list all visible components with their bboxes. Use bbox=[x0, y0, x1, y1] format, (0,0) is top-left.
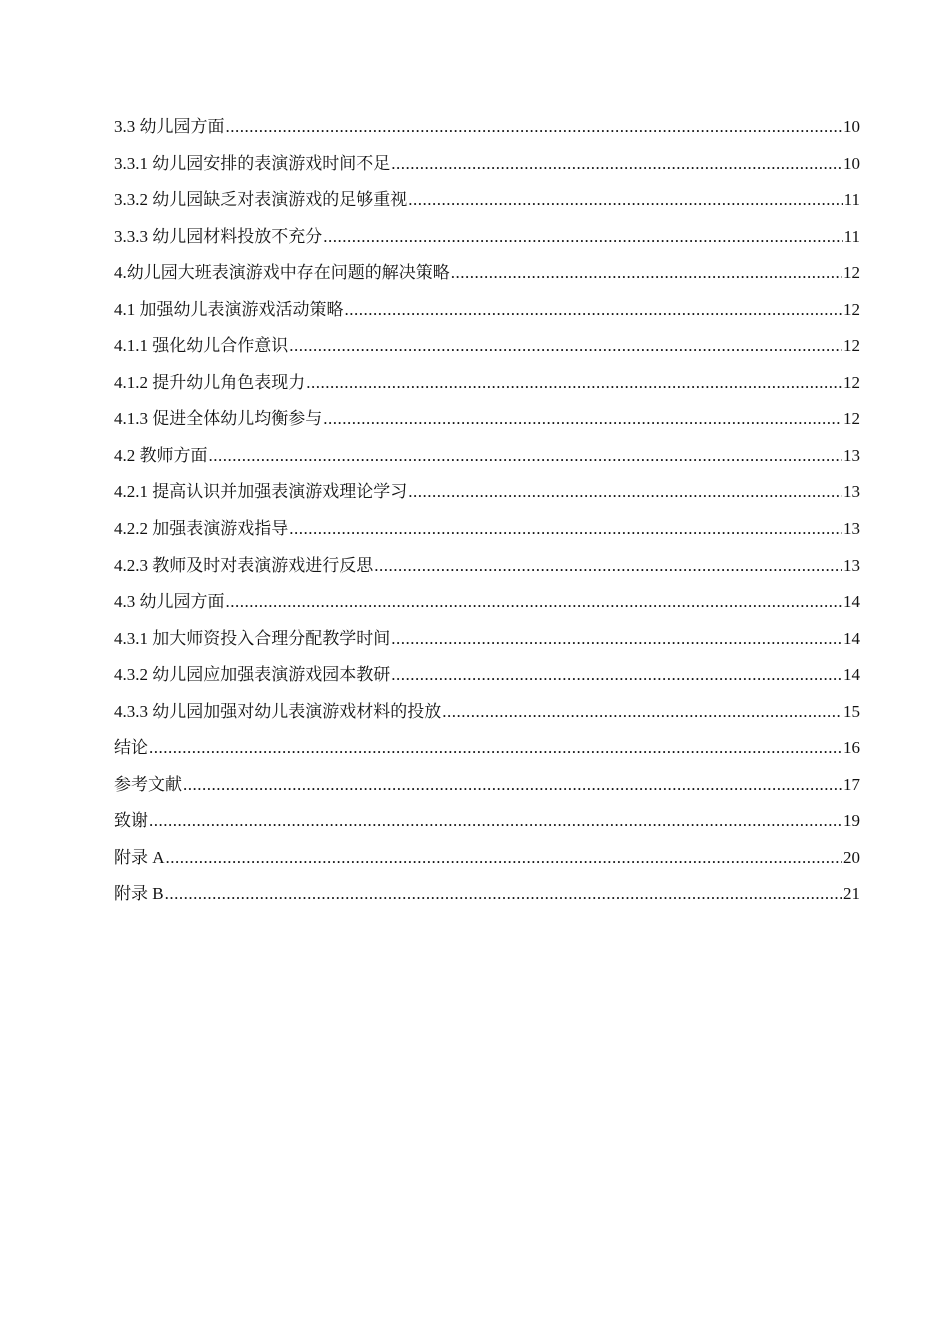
toc-leader-dots bbox=[289, 511, 842, 548]
toc-entry-page: 13 bbox=[843, 482, 860, 502]
toc-entry-title: 4.2.2 加强表演游戏指导 bbox=[114, 519, 289, 539]
toc-entry-title: 4.2 教师方面 bbox=[114, 445, 208, 465]
toc-entry-page: 12 bbox=[843, 299, 860, 319]
toc-entry-page: 17 bbox=[843, 774, 860, 794]
toc-leader-dots bbox=[323, 219, 842, 256]
toc-entry[interactable] bbox=[114, 840, 860, 877]
toc-leader-dots bbox=[306, 365, 842, 402]
toc-leader-dots bbox=[408, 474, 842, 511]
toc-entry-title: 结论 bbox=[114, 738, 148, 758]
toc-entry-page: 19 bbox=[843, 811, 860, 831]
toc-leader-dots bbox=[345, 292, 843, 329]
toc-leader-dots bbox=[323, 401, 842, 438]
toc-entry[interactable] bbox=[114, 292, 860, 329]
toc-entry-title: 4.2.3 教师及时对表演游戏进行反思 bbox=[114, 555, 374, 575]
toc-leader-dots bbox=[442, 694, 842, 731]
toc-entry-page: 10 bbox=[843, 117, 860, 136]
toc-entry[interactable] bbox=[114, 876, 860, 913]
toc-entry-page: 11 bbox=[843, 190, 860, 210]
toc-entry-page: 21 bbox=[843, 884, 860, 904]
toc-entry[interactable] bbox=[114, 255, 860, 292]
toc-leader-dots bbox=[166, 840, 842, 877]
toc-entry-title: 4.幼儿园大班表演游戏中存在问题的解决策略 bbox=[114, 263, 450, 283]
toc-entry-title: 附录 A bbox=[114, 847, 165, 867]
toc-entry-title: 3.3.3 幼儿园材料投放不充分 bbox=[114, 226, 323, 246]
toc-leader-dots bbox=[226, 109, 843, 146]
toc-leader-dots bbox=[226, 584, 843, 621]
toc-leader-dots bbox=[289, 328, 842, 365]
toc-entry[interactable] bbox=[114, 219, 860, 256]
toc-entry[interactable] bbox=[114, 182, 860, 219]
toc-entry-title: 4.3 幼儿园方面 bbox=[114, 592, 225, 612]
toc-entry-title: 4.2.1 提高认识并加强表演游戏理论学习 bbox=[114, 482, 408, 502]
toc-leader-dots bbox=[165, 876, 842, 913]
table-of-contents bbox=[114, 109, 860, 913]
toc-entry-title: 致谢 bbox=[114, 811, 148, 831]
toc-entry[interactable] bbox=[114, 109, 860, 146]
toc-entry-title: 附录 B bbox=[114, 884, 164, 904]
toc-entry[interactable] bbox=[114, 328, 860, 365]
toc-entry-title: 4.1.2 提升幼儿角色表现力 bbox=[114, 372, 306, 392]
toc-entry-page: 14 bbox=[843, 665, 860, 685]
toc-entry[interactable] bbox=[114, 548, 860, 585]
toc-entry[interactable] bbox=[114, 511, 860, 548]
toc-entry-title: 3.3 幼儿园方面 bbox=[114, 117, 225, 136]
toc-entry-title: 3.3.2 幼儿园缺乏对表演游戏的足够重视 bbox=[114, 190, 408, 210]
toc-entry-title: 3.3.1 幼儿园安排的表演游戏时间不足 bbox=[114, 153, 391, 173]
toc-entry-title: 4.1.3 促进全体幼儿均衡参与 bbox=[114, 409, 323, 429]
toc-leader-dots bbox=[183, 767, 842, 804]
toc-entry-page: 13 bbox=[843, 555, 860, 575]
toc-leader-dots bbox=[149, 730, 842, 767]
toc-leader-dots bbox=[374, 548, 842, 585]
toc-entry-page: 12 bbox=[843, 336, 860, 356]
toc-entry[interactable] bbox=[114, 657, 860, 694]
toc-entry-page: 12 bbox=[843, 409, 860, 429]
toc-entry-page: 11 bbox=[843, 226, 860, 246]
toc-entry[interactable] bbox=[114, 803, 860, 840]
toc-entry-page: 10 bbox=[843, 153, 860, 173]
toc-entry-page: 14 bbox=[843, 628, 860, 648]
toc-entry-title: 4.3.2 幼儿园应加强表演游戏园本教研 bbox=[114, 665, 391, 685]
toc-entry-title: 4.1 加强幼儿表演游戏活动策略 bbox=[114, 299, 344, 319]
toc-leader-dots bbox=[209, 438, 843, 475]
toc-entry-page: 13 bbox=[843, 519, 860, 539]
toc-entry[interactable] bbox=[114, 438, 860, 475]
toc-entry[interactable] bbox=[114, 146, 860, 183]
toc-entry[interactable] bbox=[114, 621, 860, 658]
toc-entry[interactable] bbox=[114, 365, 860, 402]
toc-entry-title: 参考文献 bbox=[114, 774, 182, 794]
toc-entry[interactable] bbox=[114, 401, 860, 438]
toc-entry-page: 12 bbox=[843, 372, 860, 392]
toc-leader-dots bbox=[149, 803, 842, 840]
toc-entry-title: 4.3.1 加大师资投入合理分配教学时间 bbox=[114, 628, 391, 648]
toc-leader-dots bbox=[391, 657, 842, 694]
toc-entry-page: 16 bbox=[843, 738, 860, 758]
toc-leader-dots bbox=[391, 621, 842, 658]
toc-entry[interactable] bbox=[114, 694, 860, 731]
toc-entry[interactable] bbox=[114, 730, 860, 767]
toc-leader-dots bbox=[451, 255, 842, 292]
toc-entry-page: 14 bbox=[843, 592, 860, 612]
toc-entry-page: 15 bbox=[843, 701, 860, 721]
toc-leader-dots bbox=[391, 146, 842, 183]
toc-entry-page: 20 bbox=[843, 847, 860, 867]
toc-entry[interactable] bbox=[114, 767, 860, 804]
toc-entry-page: 12 bbox=[843, 263, 860, 283]
toc-leader-dots bbox=[408, 182, 842, 219]
toc-entry[interactable] bbox=[114, 584, 860, 621]
toc-entry-page: 13 bbox=[843, 445, 860, 465]
toc-entry[interactable] bbox=[114, 474, 860, 511]
toc-entry-title: 4.3.3 幼儿园加强对幼儿表演游戏材料的投放 bbox=[114, 701, 442, 721]
toc-entry-title: 4.1.1 强化幼儿合作意识 bbox=[114, 336, 289, 356]
